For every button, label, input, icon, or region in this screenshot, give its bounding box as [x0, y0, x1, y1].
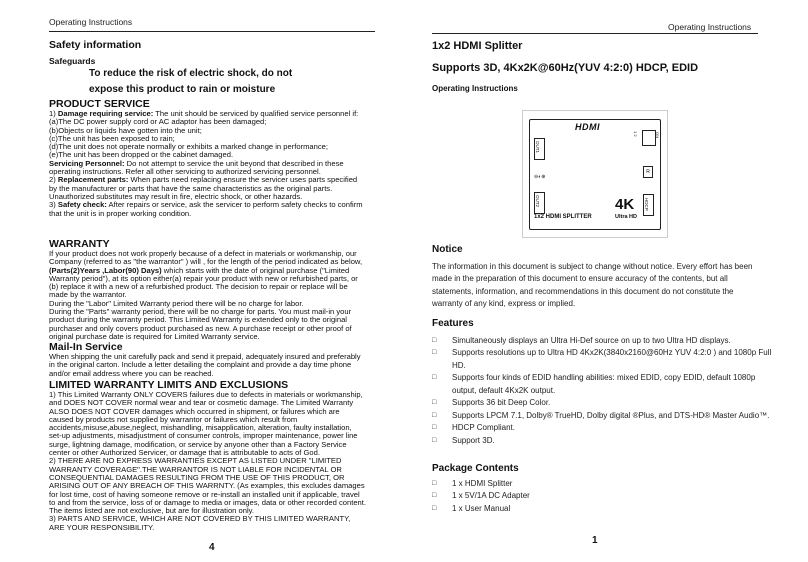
- safeguards-label: Safeguards: [49, 56, 96, 66]
- feature-text: Supports resolutions up to Ultra HD 4Kx2K(3840x2160@60Hz YUV 4:2:0 ) and 1080p Full HD.: [452, 348, 772, 370]
- left-header: Operating Instructions: [49, 17, 133, 27]
- dip-switch-numbers: 1 2: [633, 131, 638, 137]
- servicing-personnel: [49, 160, 366, 177]
- package-text: 1 x User Manual: [452, 503, 511, 513]
- sub-item: (e)The unit has been dropped or the cabinet damaged.: [49, 150, 234, 160]
- sub-item: (c)The unit has been exposed to rain;: [49, 133, 175, 143]
- right-page-number: 1: [592, 535, 598, 546]
- product-title: 1x2 HDMI Splitter: [432, 40, 523, 52]
- device-panel: [529, 119, 661, 230]
- package-text: 1 x 5V/1A DC Adapter: [452, 491, 530, 500]
- labor-text: During the "Labor" Limited Warranty period there will be no charge for labor.: [49, 298, 304, 308]
- product-service-heading: PRODUCT SERVICE: [49, 98, 150, 110]
- right-header-rule: [432, 33, 758, 34]
- hdmi-port-out1: [534, 138, 545, 160]
- limited-warranty-heading: LIMITED WARRANTY LIMITS AND EXCLUSIONS: [49, 379, 289, 391]
- notice-heading: Notice: [432, 244, 463, 255]
- bullet-icon: □: [432, 399, 437, 406]
- safety-title: Safety information: [49, 39, 142, 51]
- servicing-text: Do not attempt to service the unit beyond that described in these operating instructions. Refer all other servicing to authorized servicing personnel.: [49, 158, 344, 177]
- feature-text: HDCP Compliant.: [452, 423, 515, 432]
- hdmi-port-out2: [534, 192, 545, 214]
- package-item: [432, 478, 732, 491]
- feature-item: [432, 397, 772, 410]
- feature-item: [432, 422, 772, 435]
- right-header: Operating Instructions: [668, 22, 752, 32]
- replacement-parts-item: [49, 176, 366, 201]
- bullet-icon: □: [432, 336, 437, 344]
- damage-service-label: Damage requiring service:: [57, 109, 154, 118]
- dip-switch-on: ON: [655, 132, 660, 138]
- safety-check-item: [49, 201, 366, 218]
- mail-in-text: When shipping the unit carefully pack and send it prepaid, adequately insured and preferably in the original carton. Include a letter detailing the complaint and provide a day time phone and/or email address where you can be reached.: [49, 352, 361, 378]
- package-section: [432, 463, 732, 515]
- bullet-icon: □: [432, 349, 437, 356]
- left-page-number: 4: [209, 542, 215, 553]
- warranty-text-b: which starts with the date of original purchase ("Limited Warranty period"), at its option either(a) repair your product with new or refurbished parts, or (b) replace it with a new of a refurbished product. The decision to repair or replace will be made by the warrantor.: [49, 265, 358, 300]
- port-in-label: HDCP: [644, 198, 649, 211]
- bullet-icon: □: [432, 504, 437, 512]
- limited-warranty-section: [49, 380, 366, 532]
- sub-item: (a)The DC power supply cord or AC adaptor has been damaged;: [49, 117, 267, 127]
- power-polarity-icon: ⊖◐⊕: [534, 174, 546, 180]
- feature-item: [432, 347, 772, 372]
- product-subtitle: Supports 3D, 4Kx2K@60Hz(YUV 4:2:0) HDCP, EDID: [432, 62, 699, 74]
- feature-text: Supports LPCM 7.1, Dolby® TrueHD, Dolby digital ®Plus, and DTS-HD® Master Audio™.: [452, 410, 770, 420]
- feature-text: Supports four kinds of EDID handling abilities: mixed EDID, copy EDID, default 1080p output, default 4Kx2K output.: [452, 373, 756, 395]
- bullet-icon: □: [432, 436, 437, 444]
- warranty-period: (Parts(2)Years ,Labor(90) Days): [49, 265, 162, 275]
- package-list: [432, 478, 732, 516]
- feature-text: Simultaneously displays an Ultra Hi-Def source on up to two Ultra HD displays.: [452, 335, 731, 345]
- 4k-badge: 4K: [615, 196, 635, 213]
- dip-switch: [642, 130, 656, 146]
- ultra-hd-label: Ultra HD: [615, 214, 638, 220]
- sub-item: (b)Objects or liquids have gotten into the unit;: [49, 125, 202, 135]
- damage-service-text: The unit should be serviced by qualified service personnel if:: [153, 109, 359, 118]
- reset-button: R: [643, 166, 653, 178]
- operating-instructions-label: Operating Instructions: [432, 84, 518, 93]
- replacement-label: Replacement parts:: [57, 175, 129, 185]
- device-image: [522, 110, 668, 238]
- bullet-icon: □: [432, 479, 437, 487]
- features-heading: Features: [432, 318, 474, 329]
- limited-p2: 2) THERE ARE NO EXPRESS WARRANTIES EXCEPT AS LISTED UNDER "LIMITED WARRANTY COVERAGE".THE WARRANTOR IS NOT LIABLE FOR INCIDENTAL OR CONSEQUENTIAL DAMAGES RESULTING FROM THE USE OF THIS PRODUCT, OR ARISING OUT OF ANY BREACH OF THIS WARRNTY. (As examples, this excludes damages for lost time, cost of having someone remove or re-install an installed unit if applicable, travel to and from the service, loss of or damage to media or images, data or other recorded content. The items listed are not exclusive, but are for illustration only.: [49, 456, 366, 516]
- notice-section: [432, 244, 764, 311]
- mail-in-section: [49, 342, 366, 378]
- package-item: [432, 503, 732, 516]
- left-header-rule: [49, 31, 375, 32]
- notice-text: The information in this document is subject to change without notice. Every effort has been made in the preparation of this document to ensure accuracy of the contents, but all statements, information, and recommendations in this document do not constitute the warranty of any kind, express or implied.: [432, 261, 753, 308]
- item-number: 2): [49, 175, 56, 185]
- port-out1-label: OUT1: [535, 141, 540, 154]
- package-heading: Package Contents: [432, 463, 519, 474]
- warranty-text: [49, 250, 366, 300]
- hdmi-logo: HDMI: [575, 122, 600, 132]
- safety-check-text: After repairs or service, ask the servicer to perform safety checks to confirm that the unit is in proper working condition.: [49, 200, 363, 218]
- feature-text: Support 3D.: [452, 435, 495, 445]
- warning-line-1: To reduce the risk of electric shock, do not: [89, 68, 293, 79]
- bullet-icon: □: [432, 424, 437, 431]
- device-name-label: 1x2 HDMI SPLITTER: [534, 214, 592, 220]
- bullet-icon: □: [432, 492, 437, 499]
- feature-item: [432, 435, 772, 448]
- sub-item: (d)The unit does not operate normally or exhibits a marked change in performance;: [49, 142, 329, 152]
- safety-check-label: Safety check:: [57, 200, 107, 210]
- feature-item: [432, 410, 772, 423]
- item-number: 3): [49, 200, 56, 210]
- warning-icon: [69, 67, 87, 83]
- hdmi-port-in: [643, 194, 654, 216]
- feature-text: Supports 36 bit Deep Color.: [452, 398, 551, 407]
- warranty-section: [49, 239, 366, 341]
- product-service-section: [49, 99, 366, 218]
- warranty-heading: WARRANTY: [49, 238, 110, 250]
- replacement-text: When parts need replacing ensure the servicer uses parts specified by the manufacturer or parts that have the same characteristics as the original parts. Unauthorized substitutes may result in fire, electric shock, or other hazards.: [49, 175, 358, 201]
- parts-text: During the "Parts" warranty period, there will be no charge for parts. You must mail-in your product during the warranty period. This Limited Warranty is extended only to the original purchaser and only covers product purchased as new. A purchase receipt or other proof of original purchase date is required for Limited Warranty service.: [49, 307, 352, 341]
- limited-p1: 1) This Limited Warranty ONLY COVERS failures due to defects in materials or workmanship, and DOES NOT COVER normal wear and tear or cosmetic damage. The Limited Warranty ALSO DOES NOT COVER damages which occurred in shipment, or failures which are caused by products not supplied by warrantor or failures which result from accidents,misuse,abuse,neglect, mishandling, misapplication, alteration, faulty installation, set-up adjustments, misadjustment of consumer controls, improper maintenance, power line surge, lightning damage, modification, or service by anyone other than a Factory Service center or other Authorized Servicer, or damage that is attributable to acts of God.: [49, 390, 363, 458]
- feature-item: [432, 335, 772, 348]
- bullet-icon: □: [432, 374, 437, 381]
- warranty-text-a: If your product does not work properly because of a defect in materials or workmanship, our Company (referred to as "the warrantor" ) will , for the length of the period indicated as below,: [49, 249, 363, 267]
- features-list: [432, 335, 772, 448]
- bullet-icon: □: [432, 411, 437, 419]
- package-text: 1 x HDMI Splitter: [452, 478, 513, 488]
- port-out2-label: OUT2: [535, 195, 540, 208]
- limited-p3: 3) PARTS AND SERVICE, WHICH ARE NOT COVERED BY THIS LIMITED WARRANTY, ARE YOUR RESPONSIBILITY.: [49, 514, 351, 532]
- features-section: [432, 318, 772, 447]
- item-number: 1): [49, 109, 56, 118]
- mail-in-heading: Mail-In Service: [49, 341, 123, 353]
- feature-item: [432, 372, 772, 397]
- servicing-label: Servicing Personnel:: [49, 158, 125, 168]
- package-item: [432, 490, 732, 503]
- warning-line-2: expose this product to rain or moisture: [89, 84, 276, 95]
